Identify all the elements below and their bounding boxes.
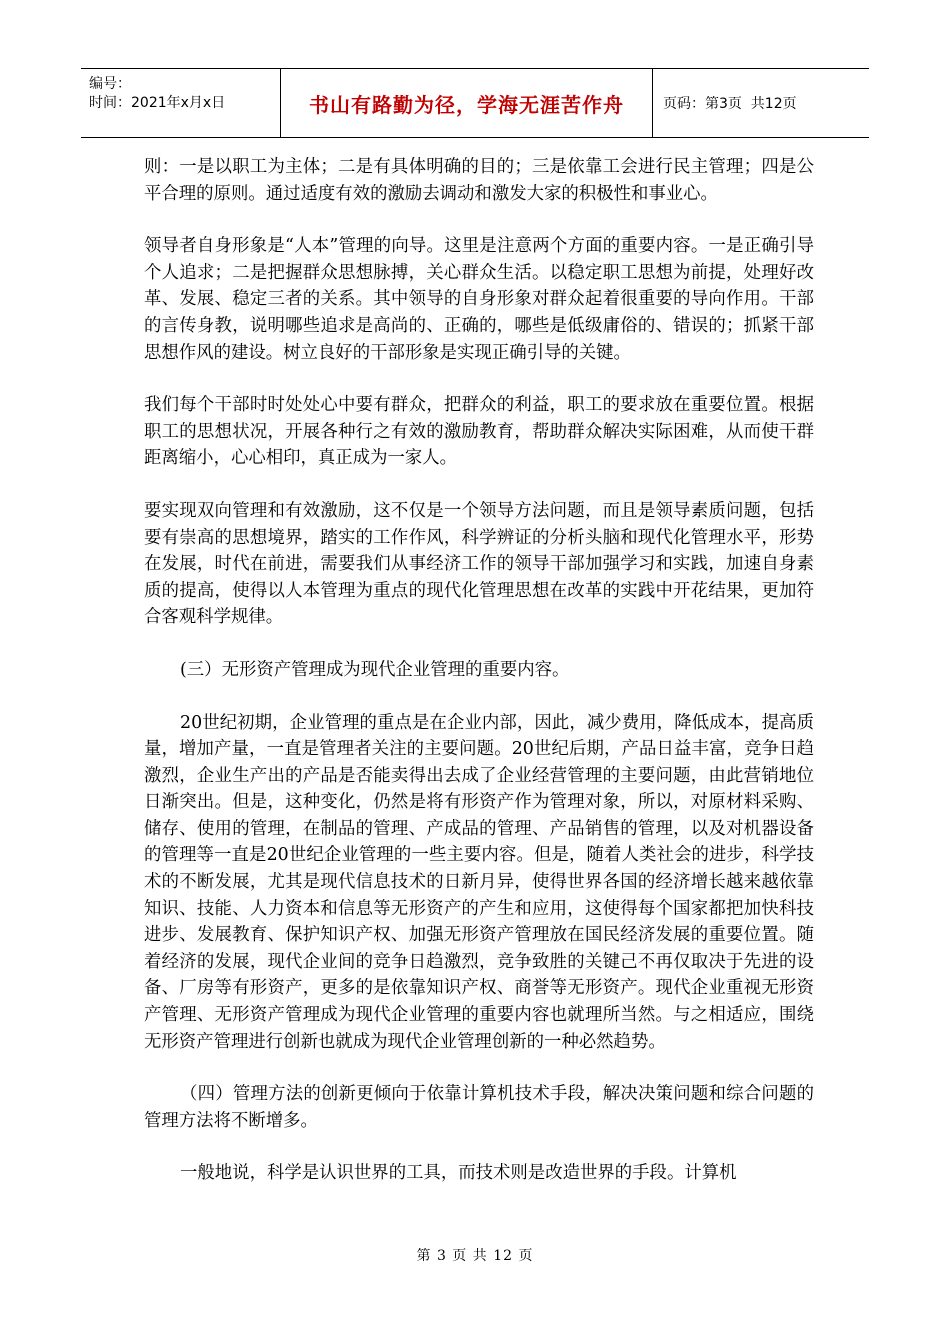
- section-heading: (三）无形资产管理成为现代企业管理的重要内容。: [180, 659, 570, 680]
- paragraph: 领导者自身形象是“人本”管理的向导。这里是注意两个方面的重要内容。一是正确引导个人追求；二是把握群众思想脉搏，关心群众生活。以稳定职工思想为前提，处理好改革、发展、稳定三者的关系。其中领导的自身形象对群众起着很重要的导向作用。干部的言传身教，说明哪些追求是高尚的、正确的，哪些是低级庸俗的、错误的；抓紧干部思想作风的建设。树立良好的干部形象是实现正确引导的关键。: [144, 236, 814, 363]
- section-heading: （四）管理方法的创新更倾向于依靠计算机技术手段，解决决策问题和综合问题的管理方法将不断增多。: [144, 1084, 814, 1131]
- paragraph: 要实现双向管理和有效激励，这不仅是一个领导方法问题，而且是领导素质问题，包括要有崇高的思想境界，踏实的工作作风，科学辨证的分析头脑和现代化管理水平，形势在发展，时代在前进，需要我们从事经济工作的领导干部加强学习和实践，加速自身素质的提高，使得以人本管理为重点的现代化管理思想在改革的实践中开花结果，更加符合客观科学规律。: [144, 500, 814, 628]
- page-footer: [0, 1245, 950, 1265]
- document-body: [144, 154, 814, 1187]
- header-motto: 书山有路勤为径，学海无涯苦作舟: [281, 69, 653, 137]
- paragraph: 20世纪初期，企业管理的重点是在企业内部，因此，减少费用，降低成本，提高质量，增加产量，一直是管理者关注的主要问题。20世纪后期，产品日益丰富，竞争日趋激烈，企业生产出的产品是否能卖得出去成了企业经营管理的主要问题，由此营销地位日渐突出。但是，这种变化，仍然是将有形资产作为管理对象，所以，对原材料采购、储存、使用的管理，在制品的管理、产成品的管理、产品销售的管理，以及对机器设备的管理等一直是20世纪企业管理的一些主要内容。但是，随着人类社会的进步，科学技术的不断发展，尤其是现代信息技术的日新月异，使得世界各国的经济增长越来越依靠知识、技能、人力资本和信息等无形资产的产生和应用，这使得每个国家都把加快科技进步、发展教育、保护知识产权、加强无形资产管理放在国民经济发展的重要位置。随着经济的发展，现代企业间的竞争日趋激烈，竞争致胜的关键己不再仅取决于先进的设备、厂房等有形资产，更多的是依靠知识产权、商誉等无形资产。现代企业重视无形资产管理、无形资产管理成为现代企业管理的重要内容也就理所当然。与之相适应，围绕无形资产管理进行创新也就成为现代企业管理创新的一种必然趋势。: [144, 712, 814, 1052]
- page-info-text: 页码：第3页 共12页: [663, 96, 797, 112]
- header-meta: [81, 69, 281, 137]
- paragraph: 我们每个干部时时处处心中要有群众，把群众的利益，职工的要求放在重要位置。根据职工的思想状况，开展各种行之有效的激励教育，帮助群众解决实际困难，从而使干群距离缩小，心心相印，真正成为一家人。: [144, 395, 814, 469]
- paragraph: 一般地说，科学是认识世界的工具，而技术则是改造世界的手段。计算机: [180, 1163, 737, 1184]
- footer-page-number: 第 3 页 共 12 页: [416, 1248, 534, 1264]
- time-label: 时间：2021年x月x日: [89, 95, 226, 111]
- paragraph: 则：一是以职工为主体；二是有具体明确的目的；三是依靠工会进行民主管理；四是公平合理的原则。通过适度有效的激励去调动和激发大家的积极性和事业心。: [144, 157, 814, 204]
- header-page-info: [653, 69, 869, 137]
- document-header: [81, 68, 869, 138]
- number-label: 编号：: [89, 76, 131, 92]
